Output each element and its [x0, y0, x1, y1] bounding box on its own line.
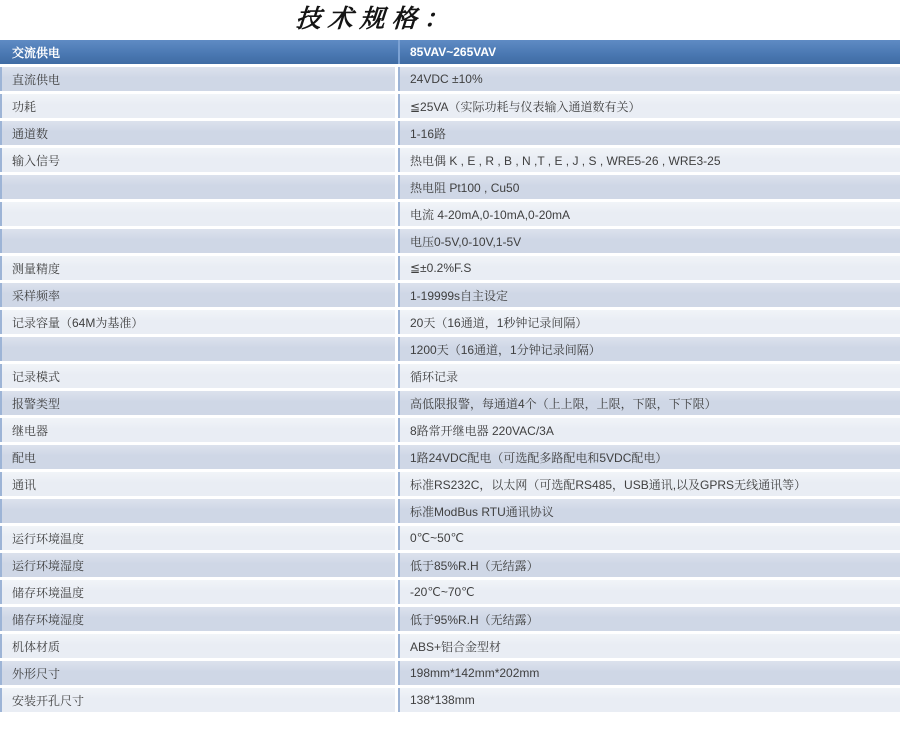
spec-value: ≦±0.2%F.S	[410, 261, 472, 275]
spec-label: 配电	[12, 450, 37, 465]
spec-value-cell	[398, 67, 900, 91]
spec-table-row	[0, 445, 900, 469]
spec-label-cell	[0, 445, 395, 469]
spec-label-cell	[0, 661, 395, 685]
spec-value-cell	[398, 283, 900, 307]
spec-value: 24VDC ±10%	[410, 72, 483, 86]
spec-label-cell	[0, 391, 395, 415]
spec-table-row	[0, 67, 900, 91]
spec-label-cell	[0, 499, 395, 523]
spec-header-value: 85VAV~265VAV	[410, 45, 497, 59]
spec-header-value-cell	[398, 40, 900, 64]
spec-value: ≦25VA（实际功耗与仪表输入通道数有关）	[410, 99, 641, 114]
spec-value: 1路24VDC配电（可选配多路配电和5VDC配电）	[410, 450, 668, 465]
spec-label-cell	[0, 229, 395, 253]
spec-label: 输入信号	[12, 153, 61, 168]
spec-label-cell	[0, 94, 395, 118]
spec-table-row	[0, 229, 900, 253]
spec-label: 机体材质	[12, 639, 61, 654]
spec-label-cell	[0, 688, 395, 712]
spec-value-cell	[398, 607, 900, 631]
spec-value: 0℃~50℃	[410, 531, 464, 545]
spec-table-row	[0, 364, 900, 388]
spec-label: 采样频率	[12, 288, 61, 303]
spec-value-cell	[398, 553, 900, 577]
spec-value: 标准ModBus RTU通讯协议	[410, 504, 554, 519]
spec-table-row	[0, 94, 900, 118]
spec-header-label: 交流供电	[12, 45, 61, 60]
spec-value: 电流 4-20mA,0-10mA,0-20mA	[410, 207, 571, 222]
spec-label-cell	[0, 553, 395, 577]
spec-table-header-row	[0, 40, 900, 64]
spec-value: 电压0-5V,0-10V,1-5V	[410, 234, 522, 249]
spec-value-cell	[398, 688, 900, 712]
spec-value: -20℃~70℃	[410, 585, 475, 599]
spec-value: 1-19999s自主设定	[410, 288, 509, 303]
spec-table-row	[0, 580, 900, 604]
spec-table-row	[0, 661, 900, 685]
spec-label-cell	[0, 418, 395, 442]
spec-label-cell	[0, 202, 395, 226]
spec-value-cell	[398, 337, 900, 361]
spec-label-cell	[0, 148, 395, 172]
spec-table-row	[0, 553, 900, 577]
spec-value-cell	[398, 121, 900, 145]
spec-value: 高低限报警，每通道4个（上上限，上限，下限，下下限）	[410, 396, 717, 411]
spec-label: 通讯	[12, 477, 37, 492]
spec-table-row	[0, 499, 900, 523]
spec-value-cell	[398, 256, 900, 280]
spec-label: 外形尺寸	[12, 666, 61, 681]
spec-table-row	[0, 121, 900, 145]
spec-value: 低于85%R.H（无结露）	[410, 558, 539, 573]
spec-header-label-cell	[0, 40, 395, 64]
spec-label: 功耗	[12, 99, 37, 114]
spec-table-row	[0, 175, 900, 199]
spec-value-cell	[398, 580, 900, 604]
spec-label: 测量精度	[12, 261, 61, 276]
spec-value-cell	[398, 94, 900, 118]
spec-table-row	[0, 688, 900, 712]
spec-value: 138*138mm	[410, 693, 475, 707]
spec-label-cell	[0, 175, 395, 199]
spec-value-cell	[398, 202, 900, 226]
spec-label: 报警类型	[12, 396, 61, 411]
spec-table-row	[0, 283, 900, 307]
spec-label: 储存环境温度	[12, 585, 85, 600]
spec-label-cell	[0, 472, 395, 496]
spec-label-cell	[0, 526, 395, 550]
spec-table-row	[0, 337, 900, 361]
spec-value: 热电阻 Pt100 , Cu50	[410, 180, 520, 195]
spec-label-cell	[0, 310, 395, 334]
spec-value-cell	[398, 418, 900, 442]
spec-value-cell	[398, 364, 900, 388]
spec-table-row	[0, 148, 900, 172]
spec-value: 8路常开继电器 220VAC/3A	[410, 423, 554, 438]
spec-value-cell	[398, 526, 900, 550]
spec-label: 运行环境温度	[12, 531, 85, 546]
spec-label: 安装开孔尺寸	[12, 693, 85, 708]
spec-value-cell	[398, 472, 900, 496]
spec-label: 储存环境湿度	[12, 612, 85, 627]
spec-label: 记录容量（64M为基准）	[12, 315, 144, 330]
spec-label-cell	[0, 121, 395, 145]
spec-value: 1200天（16通道，1分钟记录间隔）	[410, 342, 601, 357]
spec-value: 20天（16通道，1秒钟记录间隔）	[410, 315, 588, 330]
spec-table-row	[0, 391, 900, 415]
spec-label-cell	[0, 607, 395, 631]
page-title: 技术规格：	[294, 4, 457, 33]
spec-table-row	[0, 256, 900, 280]
spec-value-cell	[398, 391, 900, 415]
spec-table-row	[0, 526, 900, 550]
spec-value-cell	[398, 148, 900, 172]
spec-value-cell	[398, 499, 900, 523]
spec-label-cell	[0, 283, 395, 307]
spec-table-row	[0, 472, 900, 496]
spec-label-cell	[0, 580, 395, 604]
spec-value-cell	[398, 229, 900, 253]
spec-value: 低于95%R.H（无结露）	[410, 612, 539, 627]
spec-label: 记录模式	[12, 369, 61, 384]
spec-table-body	[0, 67, 900, 712]
spec-label-cell	[0, 67, 395, 91]
spec-label: 运行环境湿度	[12, 558, 85, 573]
title-area	[0, 0, 900, 40]
spec-value: 标准RS232C，以太网（可选配RS485，USB通讯,以及GPRS无线通讯等）	[410, 477, 807, 492]
spec-value-cell	[398, 445, 900, 469]
spec-table-row	[0, 310, 900, 334]
spec-value: 198mm*142mm*202mm	[410, 666, 540, 680]
spec-table-row	[0, 418, 900, 442]
spec-value-cell	[398, 175, 900, 199]
spec-label: 继电器	[12, 423, 49, 438]
spec-label: 通道数	[12, 126, 49, 141]
spec-table-row	[0, 202, 900, 226]
spec-label: 直流供电	[12, 72, 61, 87]
spec-value: 循环记录	[410, 369, 459, 384]
spec-label-cell	[0, 364, 395, 388]
spec-label-cell	[0, 634, 395, 658]
spec-value: 热电偶 K , E , R , B , N ,T , E , J , S , WRE5-26 , WRE3-25	[410, 153, 721, 168]
spec-table	[0, 40, 900, 712]
spec-value-cell	[398, 661, 900, 685]
spec-table-row	[0, 607, 900, 631]
spec-label-cell	[0, 337, 395, 361]
spec-value: ABS+铝合金型材	[410, 639, 502, 654]
spec-table-row	[0, 634, 900, 658]
spec-value: 1-16路	[410, 126, 447, 141]
spec-value-cell	[398, 634, 900, 658]
spec-value-cell	[398, 310, 900, 334]
spec-label-cell	[0, 256, 395, 280]
